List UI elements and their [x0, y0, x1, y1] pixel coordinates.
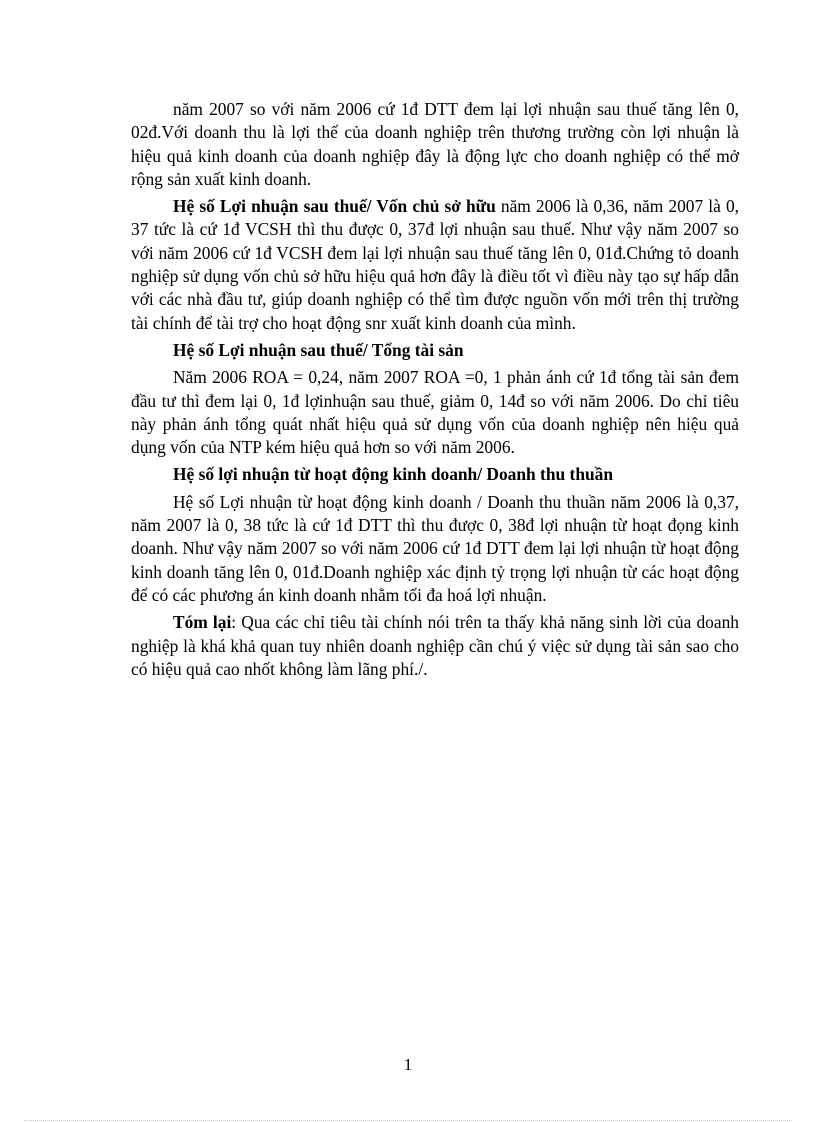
paragraph-lead-roe: Hệ số Lợi nhuận sau thuế/ Vốn chủ sở hữu — [173, 196, 496, 217]
paragraph-conclusion — [131, 611, 739, 681]
paragraph-text: : Qua các chỉ tiêu tài chính nói trên ta thấy khả năng sinh lời của doanh nghiệp là khá khả quan tuy nhiên doanh nghiệp cần chú ý việc sử dụng tài sản sao cho có hiệu quả cao nhốt không làm lãng phí./. — [131, 612, 739, 679]
page-number: 1 — [403, 1055, 413, 1074]
paragraph-lead-conclusion: Tóm lại — [173, 612, 232, 633]
paragraph-text: năm 2006 là 0,36, năm 2007 là 0, 37 tức là cứ 1đ VCSH thì thu được 0, 37đ lợi nhuận sau thuế. Như vậy năm 2007 so với năm 2006 cứ 1đ VCSH đem lại lợi nhuận sau thuế tăng lên 0, 01đ.Chứng tỏ doanh nghiệp sử dụng vốn chủ sở hữu hiệu quả hơn đây là điều tốt vì điều này tạo sự hấp dẫn với các nhà đầu tư, giúp doanh nghiệp có thể tìm được nguồn vốn mới trên thị trường tài chính để tài trợ cho hoạt động snr xuất kinh doanh của mình. — [131, 196, 739, 333]
paragraph-operating-profit-ratio — [131, 491, 739, 607]
paragraph-text: Năm 2006 ROA = 0,24, năm 2007 ROA =0, 1 phản ánh cứ 1đ tổng tài sản đem đầu tư thì đem lại 0, 1đ lợinhuận sau thuế, giảm 0, 14đ so với năm 2006. Do chỉ tiêu này phản ánh tổng quát nhất hiệu quả sử dụng vốn của doanh nghiệp nên hiệu quả dụng vốn của NTP kém hiệu quả hơn so với năm 2006. — [131, 367, 739, 458]
paragraph-text: năm 2007 so với năm 2006 cứ 1đ DTT đem lại lợi nhuận sau thuế tăng lên 0, 02đ.Với doanh thu là lợi thế của doanh nghiệp trên thương trường còn lợi nhuận là hiệu quả kinh doanh của doanh nghiệp đây là động lực cho doanh nghiệp có thể mở rộng sản xuất kinh doanh. — [131, 99, 739, 189]
paragraph-roa — [131, 366, 739, 459]
heading-operating-profit-ratio: Hệ số lợi nhuận từ hoạt động kinh doanh/ Doanh thu thuần — [173, 464, 614, 485]
paragraph-net-profit-on-revenue — [131, 98, 739, 191]
document-body — [131, 98, 739, 685]
paragraph-text: Hệ số Lợi nhuận từ hoạt động kinh doanh / Doanh thu thuần năm 2006 là 0,37, năm 2007 là 0, 38 tức là cứ 1đ DTT thì thu được 0, 38đ lợi nhuận từ hoạt đọng kinh doanh. Như vậy năm 2007 so với năm 2006 cứ 1đ DTT đem lại lợi nhuận từ hoạt động kinh doanh tăng lên 0, 01đ.Doanh nghiệp xác định tỷ trọng lợi nhuận từ các hoạt động để có các phương án kinh doanh nhằm tối đa hoá lợi nhuận. — [131, 491, 739, 605]
paragraph-roe — [131, 195, 739, 335]
heading-roa: Hệ số Lợi nhuận sau thuế/ Tổng tài sản — [173, 339, 464, 360]
page-bottom-divider — [24, 1120, 792, 1121]
